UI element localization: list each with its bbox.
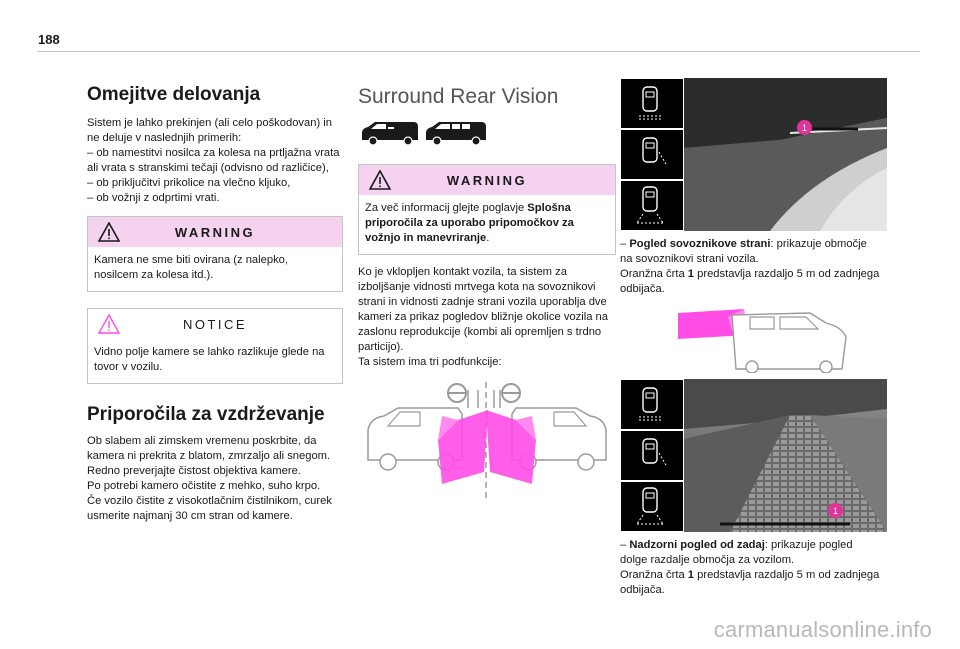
line-prefix: Oranžna črta: [620, 268, 688, 280]
srv-camera-diagram: [358, 380, 616, 500]
view-selector-top[interactable]: [620, 78, 684, 129]
notice-header: [88, 309, 342, 339]
van-silhouette-icon: [358, 118, 488, 148]
view-selector-side[interactable]: [620, 430, 684, 481]
passenger-side-camera-image: [620, 78, 887, 231]
paragraph-line: Ob slabem ali zimskem vremenu poskrbite, da kamera ni prekrita z blatom, zmrzaljo ali snegom.: [87, 435, 331, 462]
view-selector-side[interactable]: [620, 129, 684, 180]
footer-watermark: carmanualsonline.info: [713, 617, 932, 642]
car-top-view-icon: [621, 79, 681, 127]
car-rear-view-icon: [621, 482, 681, 530]
paragraph-line: Redno preverjajte čistost objektiva kamere.: [87, 465, 301, 477]
column-subfunctions: [620, 78, 890, 598]
column-surround-rear-vision: [358, 84, 616, 500]
warning-header: [88, 217, 342, 247]
list-item: – ob priključitvi prikolice na vlečno kljuko,: [87, 177, 291, 189]
notice-text: Vidno polje kamere se lahko razlikuje glede na tovor v vozilu.: [94, 346, 325, 373]
car-top-view-icon: [621, 380, 681, 428]
notice-label: NOTICE: [182, 316, 248, 332]
srv-description: Ko je vklopljen kontakt vozila, ta sistem za izboljšanje vidnosti mrtvega kota na sovoznikovi strani in vidnosti zadnje strani vozila uporablja dve kameri za prikaz pogledov bližnje okolice vozila na zaslonu reprodukcije (kombi ali opremljen s trdno particijo).: [358, 266, 608, 353]
passenger-view-title: Pogled sovoznikove strani: [629, 238, 771, 250]
warning-box-srv: [358, 164, 616, 255]
callout-marker: 1: [797, 120, 812, 135]
warning-text-suffix: .: [486, 232, 490, 244]
list-item: – ob namestitvi nosilca za kolesa na prtljažna vrata ali vrata s stranskimi tečaji (odvisno od različice),: [87, 147, 340, 174]
passenger-view-description: [620, 237, 882, 297]
line-number: 1: [687, 268, 695, 280]
rear-camera-image: [620, 379, 887, 532]
notice-triangle-icon: [98, 314, 120, 337]
warning-text: Kamera ne sme biti ovirana (z nalepko, nosilcem za kolesa itd.).: [88, 247, 342, 291]
rear-view-description: [620, 538, 882, 598]
line-suffix: predstavlja razdaljo 5 m od zadnjega odbijača.: [620, 569, 880, 596]
car-rear-view-icon: [621, 181, 681, 229]
warning-box-camera: [87, 216, 343, 292]
maintenance-text: [87, 434, 343, 524]
warning-header: [359, 165, 615, 195]
section-title-srv: Surround Rear Vision: [358, 85, 559, 108]
van-side-coverage: [620, 309, 887, 373]
warning-text: [359, 195, 615, 254]
car-side-view-icon: [621, 130, 681, 178]
page-number: 188: [38, 32, 60, 47]
column-limitations: [87, 84, 343, 524]
paragraph-line: Če vozilo čistite z visokotlačnim čistilnikom, curek usmerite najmanj 30 cm stran od kamere.: [87, 495, 332, 522]
warning-triangle-icon: [98, 222, 120, 245]
top-divider: [38, 51, 920, 52]
section-title-limitations: Omejitve delovanja: [87, 84, 261, 105]
limitations-list: [87, 146, 343, 206]
rear-view-text: : prikazuje pogled dolge razdalje območja za vozilom.: [620, 539, 853, 566]
passenger-side-van-diagram: [620, 309, 887, 373]
rear-view-title: Nadzorni pogled od zadaj: [629, 539, 765, 551]
line-number: 1: [687, 569, 695, 581]
passenger-view-text: : prikazuje območje na sovoznikovi strani vozila.: [620, 238, 867, 265]
warning-text-prefix: Za več informacij glejte poglavje: [365, 202, 528, 214]
view-selector-rear[interactable]: [620, 481, 684, 532]
view-selector-rear[interactable]: [620, 180, 684, 231]
line-prefix: Oranžna črta: [620, 569, 688, 581]
warning-label: WARNING: [446, 172, 528, 188]
notice-box-field-of-view: [87, 308, 343, 384]
line-suffix: predstavlja razdaljo 5 m od zadnjega odbijača.: [620, 268, 880, 295]
van-icons: [358, 118, 616, 148]
warning-triangle-icon: [369, 170, 391, 193]
view-selector-top[interactable]: [620, 379, 684, 430]
dash: –: [620, 539, 627, 551]
paragraph-line: Po potrebi kamero očistite z mehko, suho krpo.: [87, 480, 321, 492]
callout-marker: 1: [828, 503, 843, 518]
srv-subfunctions-intro: Ta sistem ima tri podfunkcije:: [358, 356, 502, 368]
warning-label: WARNING: [174, 224, 256, 240]
car-side-view-icon: [621, 431, 681, 479]
limitations-intro: Sistem je lahko prekinjen (ali celo poškodovan) in ne deluje v naslednjih primerih:: [87, 117, 333, 144]
warning-text-reference: Splošna priporočila za uporabo pripomočkov za vožnjo in manevriranje: [365, 202, 574, 244]
section-title-maintenance: Priporočila za vzdrževanje: [87, 404, 325, 425]
list-item: – ob vožnji z odprtimi vrati.: [87, 192, 220, 204]
dash: –: [620, 238, 627, 250]
camera-coverage-diagram: [358, 380, 616, 500]
